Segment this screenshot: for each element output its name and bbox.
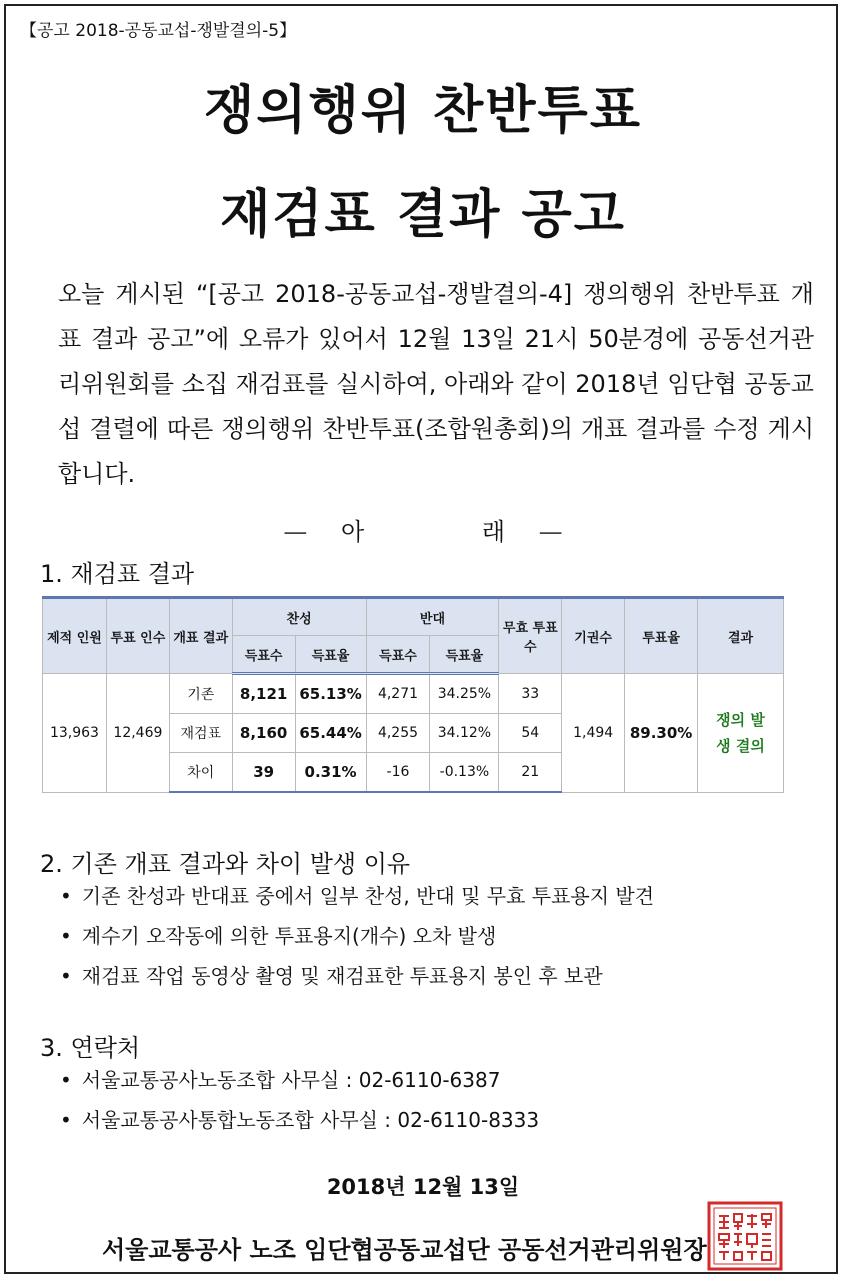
header-count: 개표 결과 <box>169 598 232 674</box>
below-char-1: 아 <box>340 518 365 546</box>
list-item: • 계수기 오작동에 의한 투표용지(개수) 오차 발생 <box>60 916 654 956</box>
list-item: • 서울교통공사통합노동조합 사무실 : 02-6110-8333 <box>60 1100 539 1140</box>
invalid-cell: 33 <box>499 674 562 714</box>
header-yes: 찬성 <box>232 598 366 636</box>
notice-id: 【공고 2018-공동교섭-쟁발결의-5】 <box>20 21 297 41</box>
notice-page <box>4 4 838 1274</box>
header-eligible: 제적 인원 <box>43 598 107 674</box>
no-rate-cell: 34.25% <box>430 674 499 714</box>
yes-rate-cell: 0.31% <box>295 753 366 793</box>
row-label: 차이 <box>169 753 232 793</box>
title-line-1: 쟁의행위 찬반투표 <box>204 81 642 141</box>
header-yes-rate: 득표율 <box>295 636 366 674</box>
eligible-cell: 13,963 <box>43 674 107 793</box>
invalid-cell: 54 <box>499 714 562 753</box>
list-item: • 서울교통공사노동조합 사무실 : 02-6110-6387 <box>60 1060 539 1100</box>
header-no-votes: 득표수 <box>366 636 430 674</box>
below-heading <box>6 512 840 547</box>
issuer-name: 서울교통공사 노조 임단협공동교섭단 공동선거관리위원장 <box>102 1236 707 1264</box>
abstain-cell: 1,494 <box>562 674 625 793</box>
header-turnout: 투표율 <box>625 598 698 674</box>
official-seal-icon <box>706 1200 784 1272</box>
result-cell <box>698 674 784 793</box>
section-3-title: 3. 연락처 <box>40 1034 141 1062</box>
yes-rate-cell: 65.44% <box>295 714 366 753</box>
no-rate-cell: -0.13% <box>430 753 499 793</box>
header-yes-votes: 득표수 <box>232 636 295 674</box>
title-line-2: 재검표 결과 공고 <box>220 185 626 245</box>
list-item: • 기존 찬성과 반대표 중에서 일부 찬성, 반대 및 무효 투표용지 발견 <box>60 876 654 916</box>
row-label: 재검표 <box>169 714 232 753</box>
no-rate-cell: 34.12% <box>430 714 499 753</box>
right-dash: — <box>538 518 563 546</box>
no-votes-cell: 4,271 <box>366 674 430 714</box>
results-table <box>42 596 784 793</box>
reason-list <box>60 876 654 996</box>
header-no-rate: 득표율 <box>430 636 499 674</box>
header-voters: 투표 인수 <box>106 598 169 674</box>
section-1-title: 1. 재검표 결과 <box>40 560 195 588</box>
table-row <box>43 674 784 714</box>
no-votes-cell: -16 <box>366 753 430 793</box>
section-2-title: 2. 기존 개표 결과와 차이 발생 이유 <box>40 850 411 878</box>
yes-votes-cell: 39 <box>232 753 295 793</box>
header-no: 반대 <box>366 598 499 636</box>
below-char-2: 래 <box>481 518 505 546</box>
turnout-cell: 89.30% <box>625 674 698 793</box>
invalid-cell: 21 <box>499 753 562 793</box>
header-invalid: 무효 투표수 <box>499 598 562 674</box>
yes-votes-cell: 8,160 <box>232 714 295 753</box>
yes-votes-cell: 8,121 <box>232 674 295 714</box>
no-votes-cell: 4,255 <box>366 714 430 753</box>
header-result: 결과 <box>698 598 784 674</box>
left-dash: — <box>283 518 308 546</box>
intro-paragraph: 오늘 게시된 “[공고 2018-공동교섭-쟁발결의-4] 쟁의행위 찬반투표 개표 결과 공고”에 오류가 있어서 12월 13일 21시 50분경에 공동선거관리위원회를 소집 재검표를 실시하여, 아래와 같이 2018년 임단협 공동교섭 결렬에 따른 쟁의행위 찬반투표(조합원총회)의 개표 결과를 수정 게시합니다. <box>58 280 814 488</box>
contact-list <box>60 1060 539 1140</box>
voters-cell: 12,469 <box>106 674 169 793</box>
header-abstain: 기권수 <box>562 598 625 674</box>
yes-rate-cell: 65.13% <box>295 674 366 714</box>
result-text: 쟁의 발생 결의 <box>716 710 765 755</box>
row-label: 기존 <box>169 674 232 714</box>
notice-date: 2018년 12월 13일 <box>326 1175 520 1199</box>
list-item: • 재검표 작업 동영상 촬영 및 재검표한 투표용지 봉인 후 보관 <box>60 956 654 996</box>
